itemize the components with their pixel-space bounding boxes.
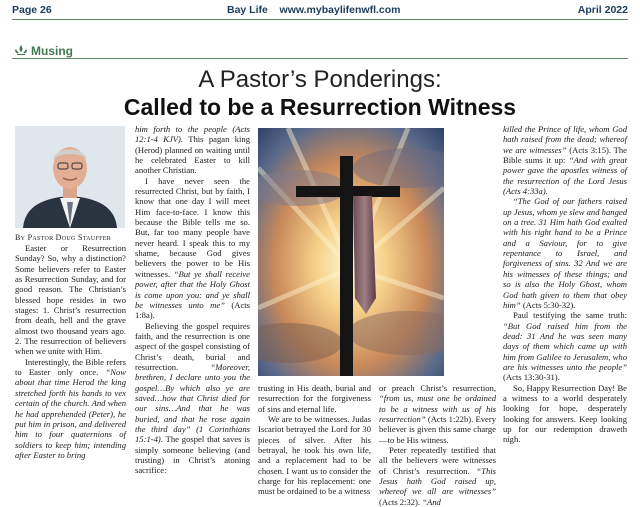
paragraph: trusting in His death, burial and resurrection for the forgiveness of sins and eternal life.	[258, 383, 371, 414]
magazine-name: Bay Life www.mybaylifenwfl.com	[227, 4, 401, 16]
paragraph: Interestingly, the Bible refers to Easter only once. “Now about that time Herod the king stretched forth his hands to vex certain of the church. And when he had apprehended (Peter), he put him in prison, and delivered him to four quaternions of soldiers to keep him; intending after Easter to bring	[15, 356, 126, 460]
header-rule	[12, 19, 628, 20]
paragraph: or preach Christ’s resurrection, “from us, must one be ordained to be a witness with us of his resurrection” (Acts 1:22b). Every believer is given this same charge—to be His witness.	[379, 383, 496, 445]
column-2	[135, 124, 250, 476]
section-name: Musing	[31, 44, 73, 58]
cross-image	[258, 128, 444, 376]
column-1	[15, 243, 126, 460]
magazine-url[interactable]: www.mybaylifenwfl.com	[279, 4, 401, 16]
page-header	[12, 4, 628, 18]
fleur-de-lis-icon	[14, 45, 28, 57]
section-rule	[12, 58, 628, 59]
author-photo	[15, 126, 125, 228]
article-kicker: A Pastor’s Ponderings:	[198, 66, 442, 93]
section-label	[14, 44, 73, 58]
paragraph: him forth to the people (Acts 12:1-4 KJV). This pagan king (Herod) planned on waiting until he celebrated Easter to kill another Christian.	[135, 124, 250, 176]
paragraph: Paul testifying the same truth: “But God raised him from the dead: 31 And he was seen many days of them which came up with him from Galilee to Jerusalem, who are his witnesses unto the people” (Acts 13:30-31).	[503, 310, 627, 383]
column-3	[258, 383, 371, 497]
paragraph: “The God of our fathers raised up Jesus, whom ye slew and hanged on a tree. 31 Him hath God exalted with his right hand to be a Prince and a Saviour, for to give repentance to Israel, and forgiveness of sins. 32 And we are his witnesses of these things; and so is also the Holy Ghost, whom God hath given to them that obey him” (Acts 5:30-32).	[503, 196, 627, 310]
paragraph: Peter repeatedly testified that all the believers were witnesses of Christ’s resurrection. “This Jesus hath God raised up, whereof we all are witnesses” (Acts 2:32). “And	[379, 445, 496, 507]
column-5	[503, 124, 627, 445]
page-number: Page 26	[12, 4, 52, 16]
author-byline: By Pastor Doug Stauffer	[15, 233, 111, 242]
paragraph: So, Happy Resurrection Day! Be a witness to a world desperately looking for hope, desperately looking for answers. Keep looking up for our redemption draweth nigh.	[503, 382, 627, 445]
column-4	[379, 383, 496, 507]
paragraph: Believing the gospel requires faith, and the resurrection is one aspect of the gospel consisting of Christ’s death, burial and resurrection. “Moreover, brethren, I declare unto you the gospel…By which also ye are saved…how that Christ died for our sins…And that he was buried, and that he rose again the third day” (1 Corinthians 15:1-4). The gospel that saves is simply someone believing (and trusting) in Christ’s atoning sacrifice:	[135, 320, 250, 476]
issue-date: April 2022	[577, 4, 628, 16]
paragraph: We are to be witnesses. Judas Iscariot betrayed the Lord for 30 pieces of silver. After his betrayal, he took his own life, and a replacement had to be chosen. I want us to consider the charge for his replacement: one must be ordained to be a witness	[258, 414, 371, 497]
paragraph: Easter or Resurrection Sunday? So, why a distinction? Some believers refer to Easter as Resurrection Sunday, and for good reason. The Christian’s blessed hope resides in two stages: 1. Christ’s resurrection from death, hell and the grave almost two thousand years ago. 2. The resurrection of believers when we unite with Him.	[15, 243, 126, 357]
paragraph: killed the Prince of life, whom God hath raised from the dead; whereof we are witnesses” (Acts 3:15). The Bible sums it up: “And with great power gave the apostles witness of the resurrection of the Lord Jesus (Acts 4:33a).	[503, 124, 627, 197]
article-title: Called to be a Resurrection Witness	[123, 94, 517, 120]
paragraph: I have never seen the resurrected Christ, but by faith, I know that one day I will meet Him face-to-face. I know this because the Bible tells me so. But, far too many people have never heard. I speak this to my shame, because God gives believers the power to be His witnesses. “But ye shall receive power, after that the Holy Ghost is come upon you: and ye shall be witnesses unto me” (Acts 1:8a).	[135, 175, 250, 321]
